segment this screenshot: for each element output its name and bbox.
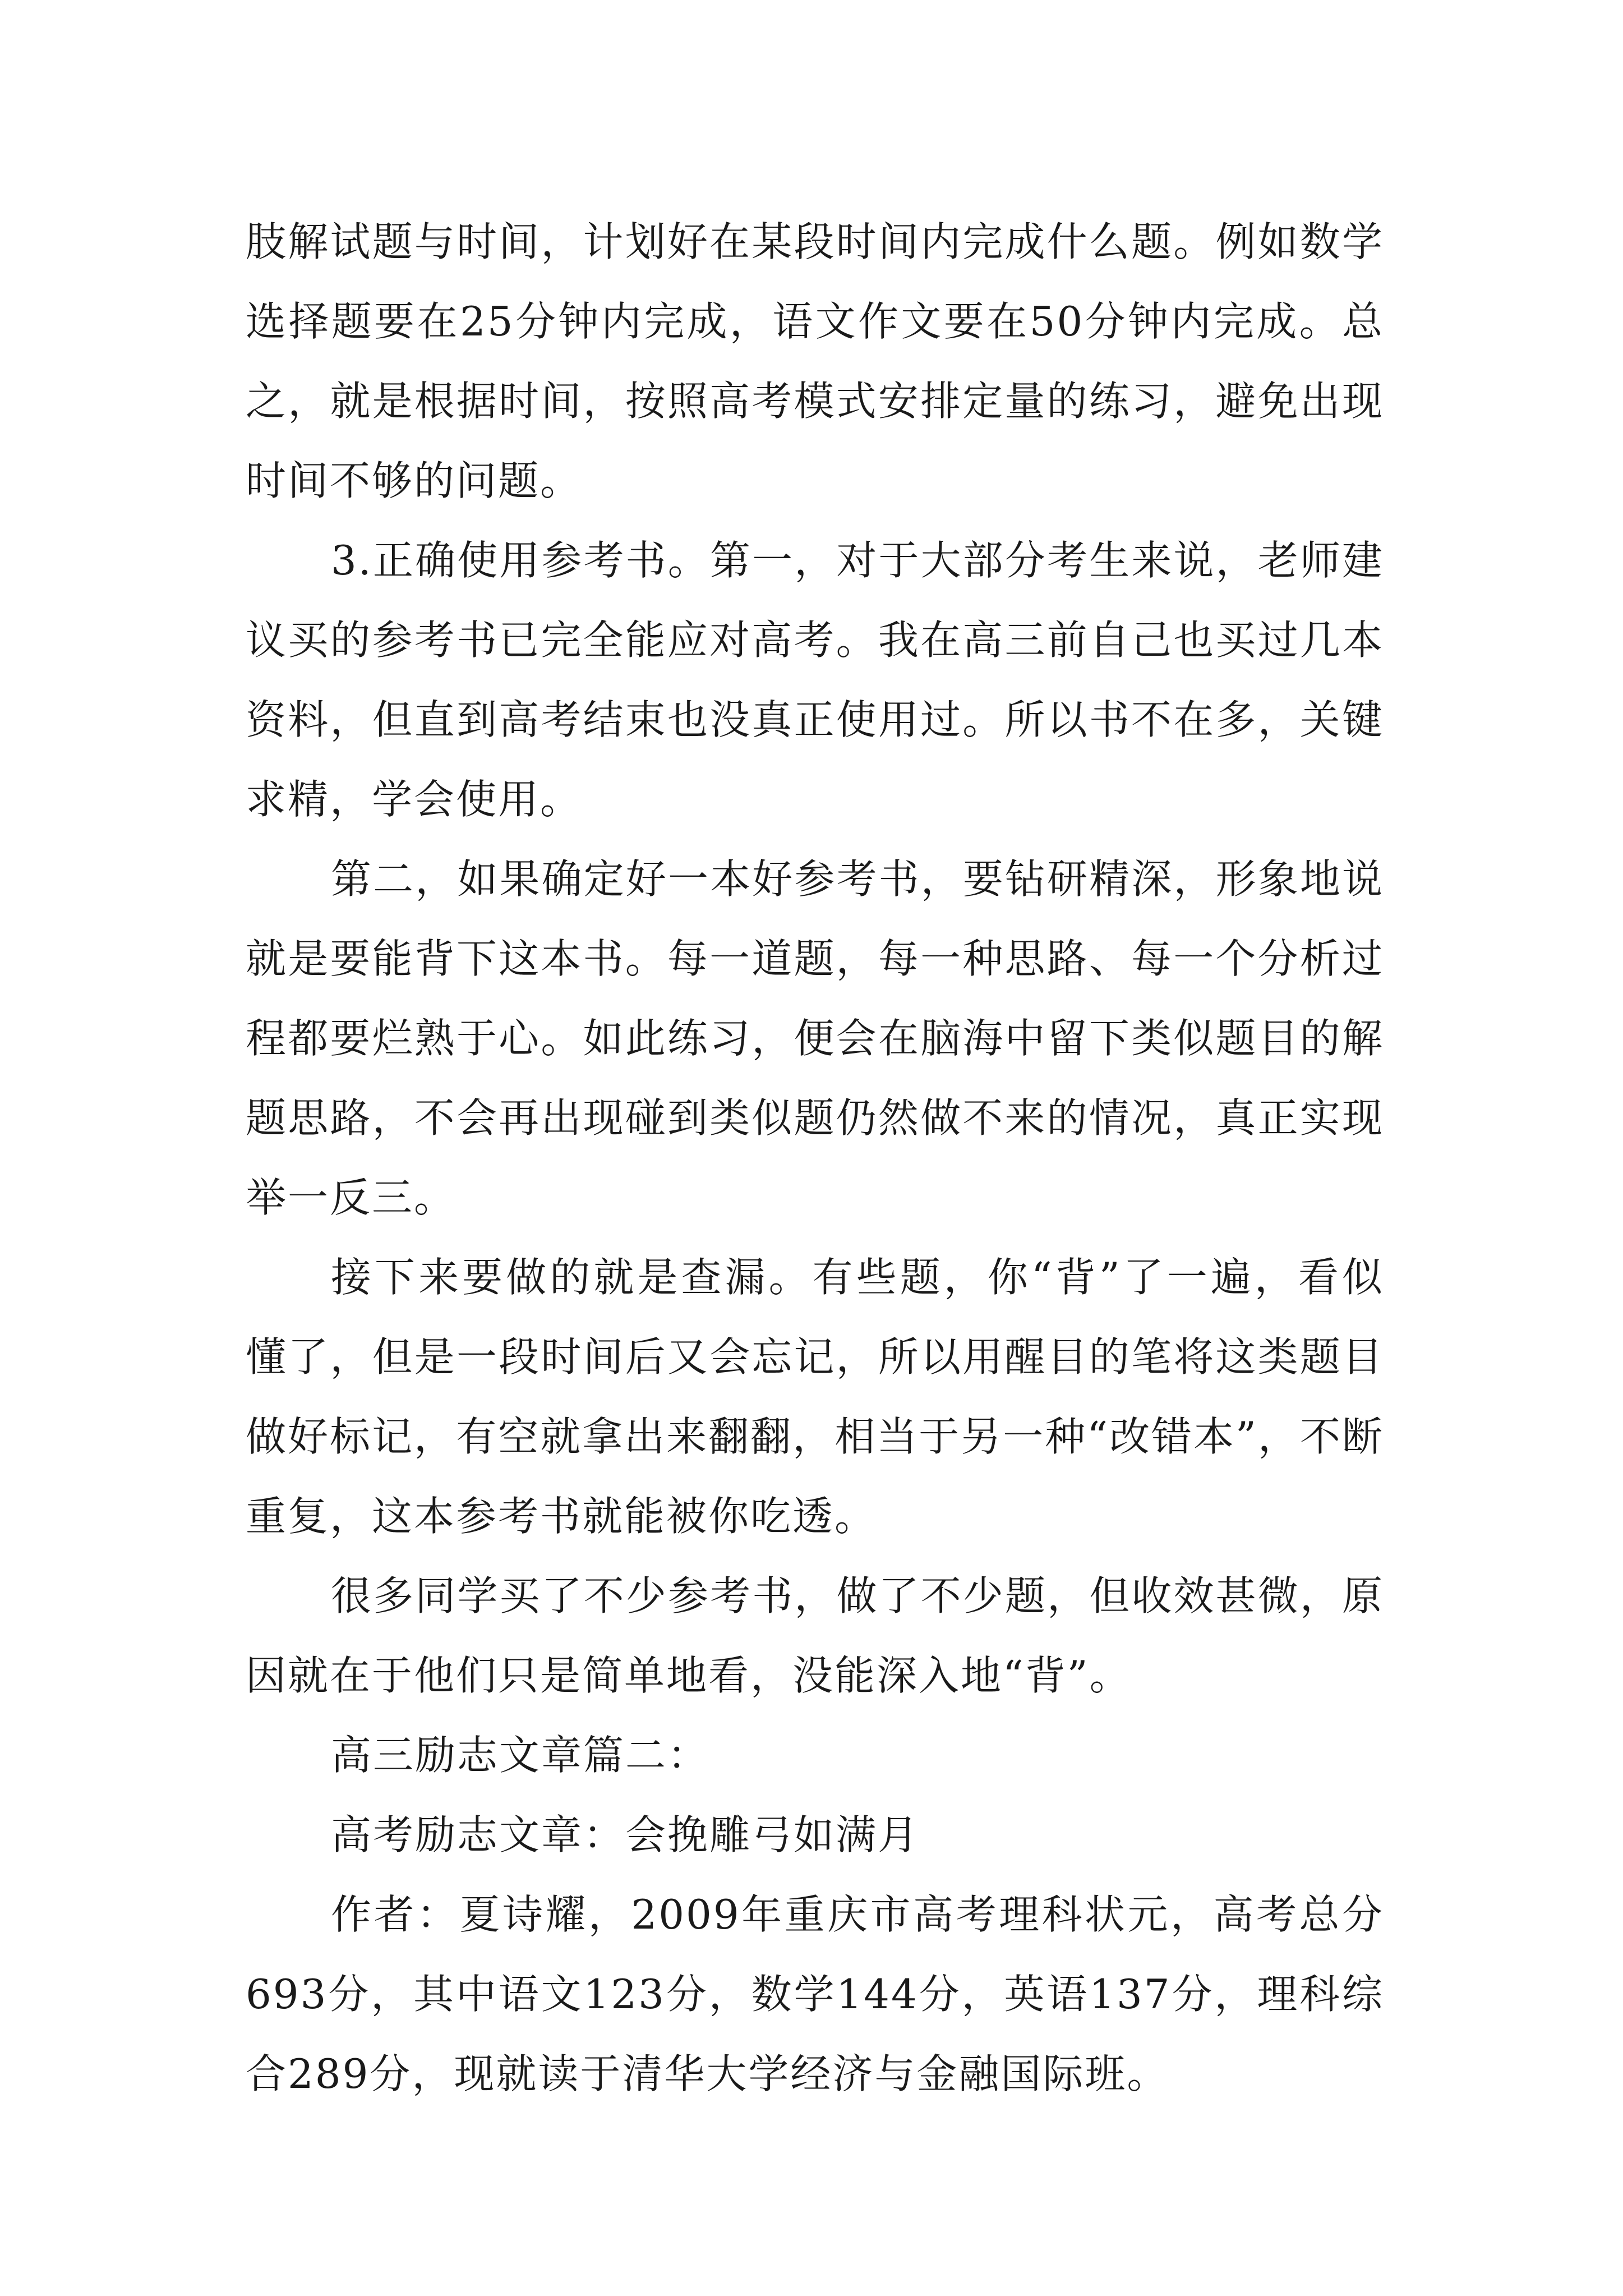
- section-heading: 高三励志文章篇二：: [331, 1732, 710, 1779]
- paragraph: 很多同学买了不少参考书，做了不少题，但收效甚微，原因就在于他们只是简单地看，没能深入地“背”。: [246, 1572, 1384, 1699]
- document-body: [246, 202, 1384, 2114]
- author-paragraph: 作者：夏诗耀，2009年重庆市高考理科状元，高考总分693分，其中语文123分，数学144分，英语137分，理科综合289分，现就读于清华大学经济与金融国际班。: [246, 1891, 1384, 2097]
- paragraph: 3.正确使用参考书。第一，对于大部分考生来说，老师建议买的参考书已完全能应对高考。我在高三前自己也买过几本资料，但直到高考结束也没真正使用过。所以书不在多，关键求精，学会使用。: [246, 537, 1384, 823]
- article-title: 高考励志文章：会挽雕弓如满月: [331, 1811, 920, 1858]
- paragraph: 第二，如果确定好一本好参考书，要钻研精深，形象地说就是要能背下这本书。每一道题，每一种思路、每一个分析过程都要烂熟于心。如此练习，便会在脑海中留下类似题目的解题思路，不会再出现碰到类似题仍然做不来的情况，真正实现举一反三。: [246, 855, 1384, 1221]
- paragraph: 接下来要做的就是查漏。有些题，你“背”了一遍，看似懂了，但是一段时间后又会忘记，所以用醒目的笔将这类题目做好标记，有空就拿出来翻翻，相当于另一种“改错本”，不断重复，这本参考书就能被你吃透。: [246, 1254, 1384, 1540]
- paragraph: 肢解试题与时间，计划好在某段时间内完成什么题。例如数学选择题要在25分钟内完成，语文作文要在50分钟内完成。总之，就是根据时间，按照高考模式安排定量的练习，避免出现时间不够的问题。: [246, 218, 1384, 504]
